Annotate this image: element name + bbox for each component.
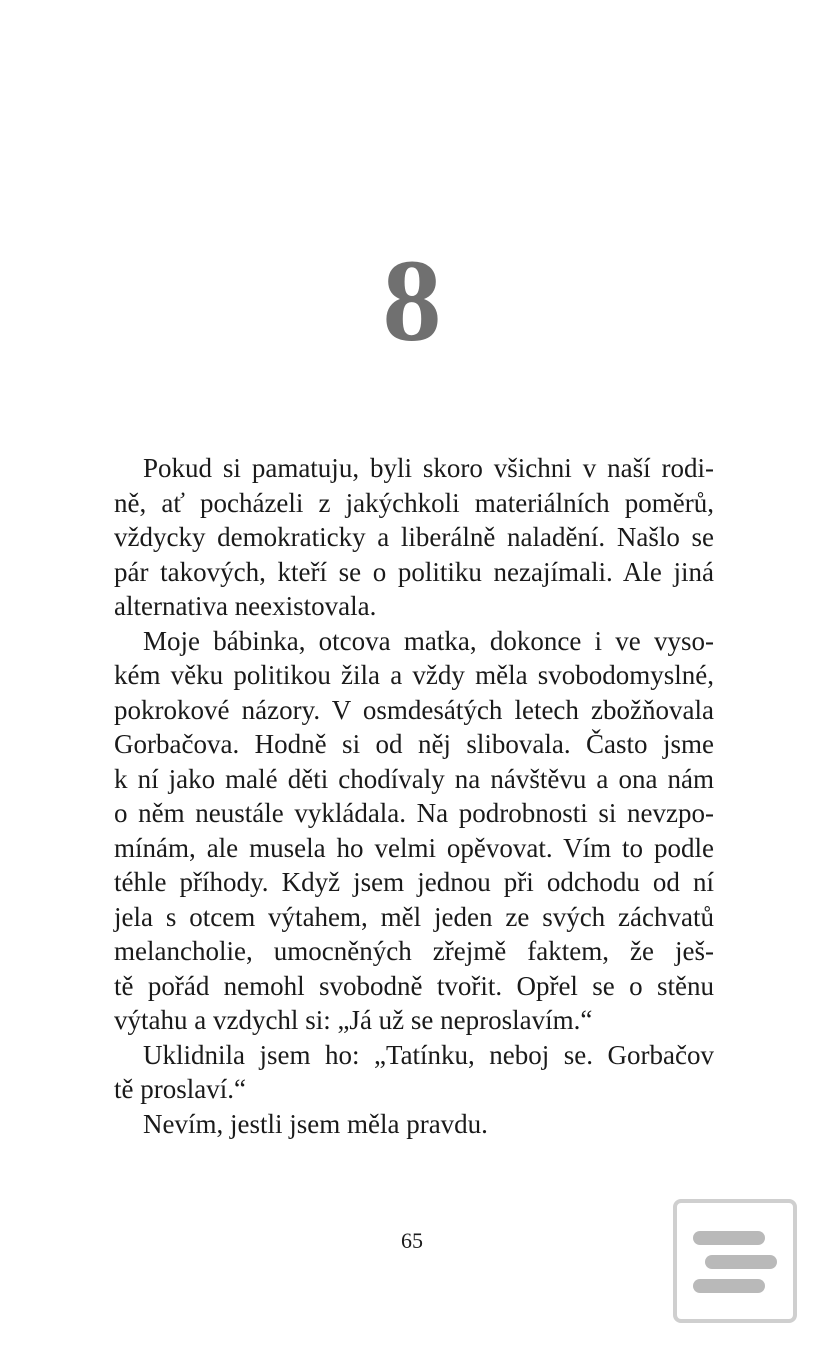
text-line: téhle příhody. Když jsem jednou při odchodu od ní bbox=[114, 867, 714, 897]
text-line: melancholie, umocněných zřejmě faktem, že ješ- bbox=[114, 936, 714, 966]
text-line: tě proslaví.“ bbox=[114, 1074, 246, 1104]
text-line: o něm neustále vykládala. Na podrobnosti si nevzpo- bbox=[114, 798, 714, 828]
book-stack-icon bbox=[673, 1199, 797, 1323]
chapter-body bbox=[114, 451, 714, 1141]
text-line: Gorbačova. Hodně si od něj slibovala. Často jsme bbox=[114, 729, 714, 759]
text-line: pokrokové názory. V osmdesátých letech zbožňovala bbox=[114, 694, 714, 725]
text-line: Pokud si pamatuju, byli skoro všichni v naší rodi- bbox=[143, 453, 714, 483]
paragraph bbox=[114, 1107, 714, 1142]
text-line: Nevím, jestli jsem měla pravdu. bbox=[143, 1108, 488, 1139]
text-line: Moje bábinka, otcova matka, dokonce i ve vyso- bbox=[143, 625, 714, 656]
text-line: tě pořád nemohl svobodně tvořit. Opřel se o stěnu bbox=[114, 970, 714, 1001]
text-line: ně, ať pocházeli z jakýchkoli materiálních poměrů, bbox=[114, 487, 714, 518]
text-line: pár takových, kteří se o politiku nezajímali. Ale jiná bbox=[114, 556, 714, 587]
chapter-number: 8 bbox=[382, 235, 442, 366]
text-line: kém věku politikou žila a vždy měla svobodomyslné, bbox=[114, 660, 714, 690]
text-line: alternativa neexistovala. bbox=[114, 591, 377, 621]
text-line: mínám, ale musela ho velmi opěvovat. Vím to podle bbox=[114, 832, 714, 863]
text-line: Uklidnila jsem ho: „Tatínku, neboj se. Gorbačov bbox=[143, 1039, 714, 1070]
paragraph bbox=[114, 1038, 714, 1107]
text-line: jela s otcem výtahem, měl jeden ze svých záchvatů bbox=[114, 901, 714, 932]
text-line: výtahu a vzdychl si: „Já už se neproslavím.“ bbox=[114, 1005, 593, 1035]
text-line: vždycky demokraticky a liberálně naladění. Našlo se bbox=[114, 522, 714, 552]
page-number: 65 bbox=[401, 1228, 423, 1253]
paragraph bbox=[114, 624, 714, 1038]
text-line: k ní jako malé děti chodívaly na návštěvu a ona nám bbox=[114, 763, 714, 794]
paragraph bbox=[114, 451, 714, 624]
